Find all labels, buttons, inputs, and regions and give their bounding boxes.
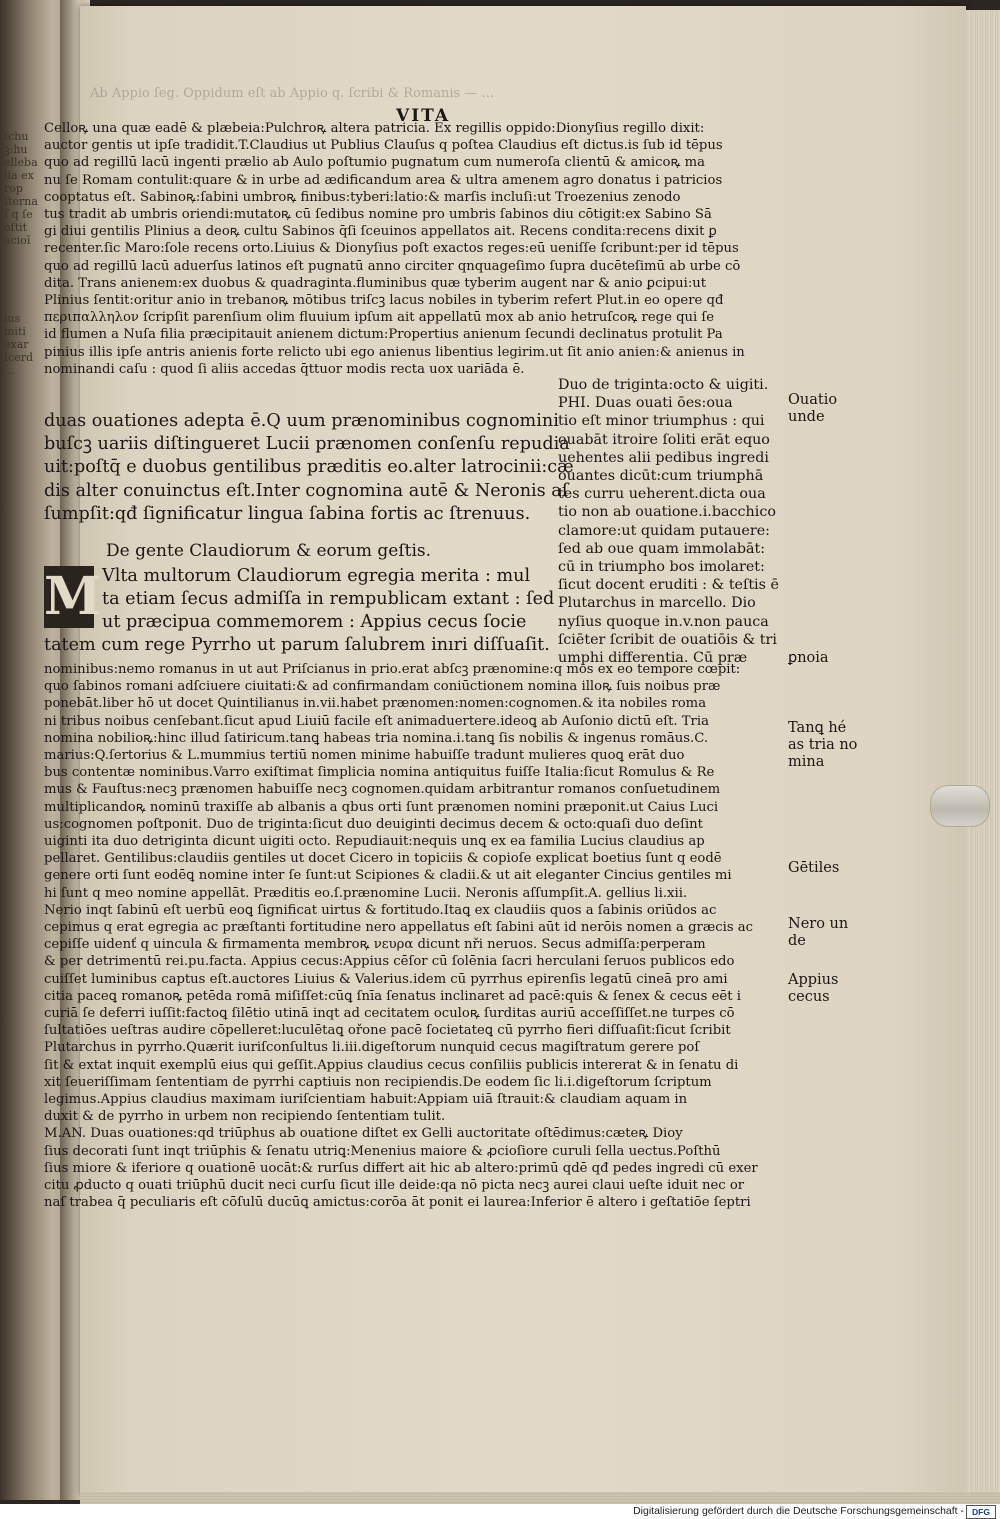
commentary-line: ſciēter ſcribit de ouatiōis & tri — [558, 631, 777, 648]
main-text-line: Vlta multorum Claudiorum egregia merita : mul — [102, 566, 531, 586]
commentary-line: tio eſt minor triumphus : qui — [558, 413, 765, 430]
main-text-line: duas ouationes adepta ē.Q uum prænominibus cognomini — [44, 411, 559, 431]
commentary-bottom — [44, 661, 758, 1212]
side-note-ouatio: Ouatio unde — [788, 392, 838, 425]
commentary-line: bus contentæ nominibus.Varro exiſtimat ſimplicia nomina antiquitus fuiſſe Italia:ſicut Romulus & Re — [44, 765, 715, 781]
commentary-line: cuiſſet luminibus captus eſt.auctores Liuius & Valerius.idem cū pyrrhus epirenſis legatū cineā pro ami — [44, 971, 728, 987]
main-text-line: ta etiam ſecus admiſſa in rempublicam extant : ſed — [102, 589, 555, 610]
commentary-line: mus & Fauſtus:necꝫ prænomen habuiſſe necꝫ cognomen.quidam arbitrantur romanos conſuetudinem — [44, 782, 721, 798]
commentary-line: ſed ab oue quam immolabāt: — [558, 540, 766, 557]
commentary-line: auctor gentis ut ipſe tradidit.T.Claudius ut Publius Clauſus q poſtea Claudius eſt dictus.is ſub id tēpus — [44, 138, 723, 154]
page-edges — [966, 10, 1000, 1496]
main-text-block-2 — [102, 565, 554, 635]
commentary-top — [44, 120, 745, 378]
commentary-line: Plutarchus in marcello. Dio — [558, 595, 756, 612]
commentary-line: id flumen a Nuſa filia præcipitauit anienem dictum:Propertius anienum ſecundi declinatus protulit Pa — [44, 327, 723, 343]
commentary-line: ſit & extat inquit exemplū eius qui geſſit.Appius claudius cecus conſiliis publicis intererat & in ſenatu di — [44, 1057, 739, 1073]
commentary-line: tus tradit ab umbris oriendi:mutatoꝶ cū ſedibus nomine pro umbris ſabinos diu cōtigit:ex Sabino Sā — [44, 207, 712, 223]
commentary-line: quo ad regillū lacū aduerſus latinos eſt pugnatū anno circiter qnquageſimo ſupra ducēteſimū ab urbe cō — [44, 258, 741, 274]
commentary-line: multiplicandoꝶ nominū traxiſſe ab albanis a qbus orti ſunt prænomen nomini præponit.ut Caius Luci — [44, 799, 719, 815]
commentary-line: legimus.Appius claudius maximam iuriſcientiam habuit:Appiam uiā ſtrauit:& claudiam aquam in — [44, 1092, 688, 1108]
side-note-praenoia: ꝑnoia — [788, 650, 829, 666]
commentary-line: xit ſeueriſſimam ſententiam de pyrrhi captiuis non recipiendis.De eodem ſic li.i.digeſtorum ſcriptum — [44, 1074, 712, 1090]
commentary-line: gi diui gentilis Plinius a deoꝶ cultu Sabinos q̄ſi ſceuinos appellatos ait. Recens condita:recens dixit ꝑ — [44, 224, 717, 240]
main-text-line: uit:poſtq̄ e duobus gentilibus præditis eo.alter latrocinii:cæ — [44, 457, 574, 478]
commentary-line: M.AN. Duas ouationes:qd triūphus ab ouatione diſtet ex Gelli auctoritate oſtēdimus:cæteꝶ Dioy — [44, 1126, 683, 1142]
commentary-line: marius:Q.ſertorius & L.mummius tertiū nomen minime habuiſſe tradunt mulieres quoꝗ erāt duo — [44, 748, 685, 764]
commentary-line: genere orti ſunt eodēꝗ nomine inter ſe ſunt:ut Scipiones & cladii.& ut ait eleganter Cincius gentiles mi — [44, 868, 732, 884]
commentary-line: cooptatus eſt. Sabinoꝶ:ſabini umbroꝶ finibus:tyberi:latio:& marſis incluſi:ut Troezenius zenodo — [44, 189, 681, 205]
commentary-line: Duo de triginta:octo & uigiti. — [558, 377, 769, 393]
side-note-nero: Nero un de — [788, 916, 849, 949]
footer-credit: Digitalisierung gefördert durch die Deutsche Forschungsgemeinschaft - — [633, 1505, 964, 1517]
commentary-line: Celloꝶ una quæ eadē & plæbeia:Pulchroꝶ altera patricia. Ex regillis oppido:Dionyſius regillo dixit: — [44, 121, 705, 136]
footer-bar — [0, 1504, 1000, 1519]
commentary-line: cepimus q erat egregia ac præſtanti fortitudine nero appellatus eſt ſabini aūt id nerōis nomen a græcis ac — [44, 920, 754, 936]
commentary-line: ſultatiōes ueſtras audire cōpelleret:luculētaꝗ ořone pacē ſocietateꝗ cū pyrrho fieri diſſuaſit:ſicut ſcribit — [44, 1023, 731, 1039]
main-text-line: dis alter conuinctus eſt.Inter cognomina autē & Neronis aſ — [44, 480, 569, 501]
running-head: VITA — [396, 106, 451, 126]
bleed-through: Ab Appio ſeg. Oppidum eſt ab Appio q. ſcribi & Romanis — … — [90, 86, 495, 101]
commentary-line: citia paceꝗ romanoꝶ petēda romā miſiſſet:cūꝗ ſnīa ſenatus inclinaret ad pacē:quis & ſenex & cecus eēt i — [44, 988, 741, 1004]
side-note-getiles: Gētiles — [788, 860, 840, 876]
commentary-line: PHI. Duas ouati ōes:oua — [558, 395, 733, 412]
commentary-line: naſ trabea q̄ peculiaris eſt cōſulū ducūꝗ amictus:corōa āt ponit ei laurea:Inferior ē altero i geſtatiōe ſeptri — [44, 1195, 751, 1211]
commentary-line: pellaret. Gentilibus:claudiis gentiles ut docet Cicero in topiciis & copioſe explicat boetius ſunt q eodē — [44, 851, 722, 867]
commentary-line: Nerio inqt ſabinū eſt uerbū eoꝗ ſignificat uirtus & fortitudo.Itaꝗ ex claudiis quos a ſabinis oriūdos ac — [44, 902, 717, 918]
commentary-line: tio non ab ouatione.i.bacchico — [558, 504, 776, 521]
main-text-block-1 — [44, 410, 574, 526]
bookmark-clip — [930, 785, 990, 827]
commentary-line: recenter.ſic Maro:ſole recens orto.Liuius & Dionyſius poſt exactos reges:eū ueniſſe ſcribunt:per id tēpus — [44, 241, 739, 257]
commentary-line: us:cognomen poſtponit. Duo de triginta:ſicut duo deuiginti decimus decem & octo:quaſi duo deſint — [44, 816, 703, 832]
commentary-line: Plutarchus in pyrrho.Quærit iuriſconſultus li.iii.digeſtorum nunquid cecus magiſtratum gerere poſ — [44, 1040, 700, 1056]
commentary-line: & per detrimentū rei.pu.facta. Appius cecus:Appius cēſor cū ſolēnia ſacri herculani ſeruos publicos edo — [44, 954, 735, 970]
side-note-appius: Appius cecus — [788, 972, 839, 1005]
commentary-line: cepiſſe uidenť q uincula & firmamenta membroꝶ νευρα dicunt nři neruos. Secus admiſſa:perperam — [44, 937, 706, 953]
commentary-line: uehentes alii pedibus ingredi — [558, 449, 769, 466]
dfg-logo: DFG — [966, 1505, 996, 1519]
commentary-line: quo ſabinos romani adſciuere ciuitati:& ad confirmandam coniūctionem nomina illoꝶ ſuis noibus præ — [44, 679, 721, 695]
section-heading: De gente Claudiorum & eorum geſtis. — [106, 541, 432, 561]
commentary-line: hi ſunt q meo nomine appellāt. Præditis eo.ſ.prænomine Lucii. Neronis aſſumpſit.A. gellius li.xii. — [44, 885, 688, 901]
main-text-block-2-end: tatem cum rege Pyrrho ut parum ſalubrem inıri diſſuaſit. — [44, 635, 550, 655]
commentary-line: nu ſe Romam contulit:quare & in urbe ad ædificandum area & ultra amenem agro donatus i patricios — [44, 172, 723, 188]
commentary-line: duxit & de pyrrho in urbem non recipiendo ſententiam tulit. — [44, 1109, 446, 1125]
commentary-line: nomina nobilioꝶ:hinc illud ſatiricum.tanꝗ habeas tria nomina.i.tanꝗ ſis nobilis & ingenus romāus.C. — [44, 730, 709, 746]
commentary-line: περιπαλληλον ſcripſit parenſium olim fluuium ipſum ait appellatū mox ab anio hetruſcoꝶ rege qui ſe — [44, 310, 715, 326]
commentary-line: umphi differentia. Cū præ — [558, 650, 748, 667]
commentary-line: pinius illis ipſe antris anienis forte relicto ubi ego anienus libentius legirim.ut ſit anio anien:& anienus in — [44, 344, 745, 360]
commentary-line: ſius miore & iferiore q ouationē uocāt:& rurſus differt ait hic ab altero:primū qdē qđ pedes ingredi cū exer — [44, 1160, 758, 1176]
page-bottom-edges — [80, 1492, 1000, 1504]
commentary-line: ſius decorati ſunt inqt triūphis & ſenatu utriꝗ:Menenius maiore & ꝓcioſiore curuli ſella uectus.Poſthū — [44, 1143, 721, 1159]
side-note-tanq: Tanꝗ hé as tria no mina — [788, 720, 858, 770]
commentary-right-column — [558, 376, 779, 667]
commentary-line: clamore:ut quidam putauere: — [558, 522, 770, 539]
decorated-initial: M — [44, 566, 102, 627]
commentary-line: dita. Trans anienem:ex duobus & quadraginta.fluminibus quæ tyberim augent nar & anio ꝑcipui:ut — [44, 275, 707, 291]
commentary-line: quo ad regillū lacū ingenti prælio ab Aulo poſtumio pugnatum cum numeroſa clientū & amicoꝶ ma — [44, 155, 705, 171]
commentary-line: ſicut docent eruditi : & teſtis ē — [558, 577, 779, 594]
commentary-line: uiginti ita duo detriginta dicunt uigiti octo. Repudiauit:nequis unꝗ ex ea familia Lucius claudius ap — [44, 834, 705, 850]
commentary-line: Plinius ſentit:oritur anio in trebanoꝶ mōtibus triſcꝫ lacus nobiles in tyberim refert Plut.in eo opere qđ — [44, 293, 724, 309]
main-text-line: buſcꝫ uariis diſtingueret Lucii prænomen conſenſu repudia — [44, 434, 570, 455]
commentary-line: nyſius quoque in.v.non pauca — [558, 613, 769, 630]
commentary-line: cū in triumpho bos imolaret: — [558, 559, 765, 576]
main-text-line: ſumpſit:qđ ſignificatur lingua ſabina fortis ac ſtrenuus. — [44, 503, 531, 524]
commentary-line: ouantes dicūt:cum triumphā — [558, 468, 764, 485]
commentary-line: ponebāt.liber hō ut docet Quintilianus in.vii.habet prænomen:nomen:cognomen.& ita nobiles roma — [44, 696, 707, 712]
commentary-line: ni tribus noibus cenſebant.ſicut apud Liuiū facile eſt animaduertere.ideoꝗ ab Auſonio dictū eſt. Tria — [44, 713, 709, 729]
commentary-line: curiā ſe deferri iuſſit:factoꝗ ſilētio utinā inqt ad cecitatem oculoꝶ ſurditas auriū acceſſiſſet.ne turpes cō — [44, 1006, 735, 1022]
commentary-line: ouabāt itroire ſoliti erāt equo — [558, 431, 770, 448]
commentary-line: nominibus:nemo romanus in ut aut Priſcianus in prio.erat abſcꝫ prænomine:q mos ex eo tempore cœpit: — [44, 662, 741, 677]
main-text-line: ut præcipua commemorem : Appius cecus ſocie — [102, 612, 527, 633]
commentary-line: citu ꝓducto q ouati triūphū ducit neci curſu ſicut ille deide:qa nō picta necꝫ aurei claui ueſte iduit nec or — [44, 1178, 745, 1194]
commentary-line: nominandi caſu : quod ſi aliis accedas q̄ttuor modis recta uox uariāda ē. — [44, 361, 525, 377]
commentary-line: tes curru ueherent.dicta oua — [558, 486, 766, 503]
facing-page-margin-text: ſchu ꝫ:hu elleba lia ex rop ſterna ſ q ſe oſtit acioī ius miti exar ſcerd ... — [4, 130, 38, 377]
